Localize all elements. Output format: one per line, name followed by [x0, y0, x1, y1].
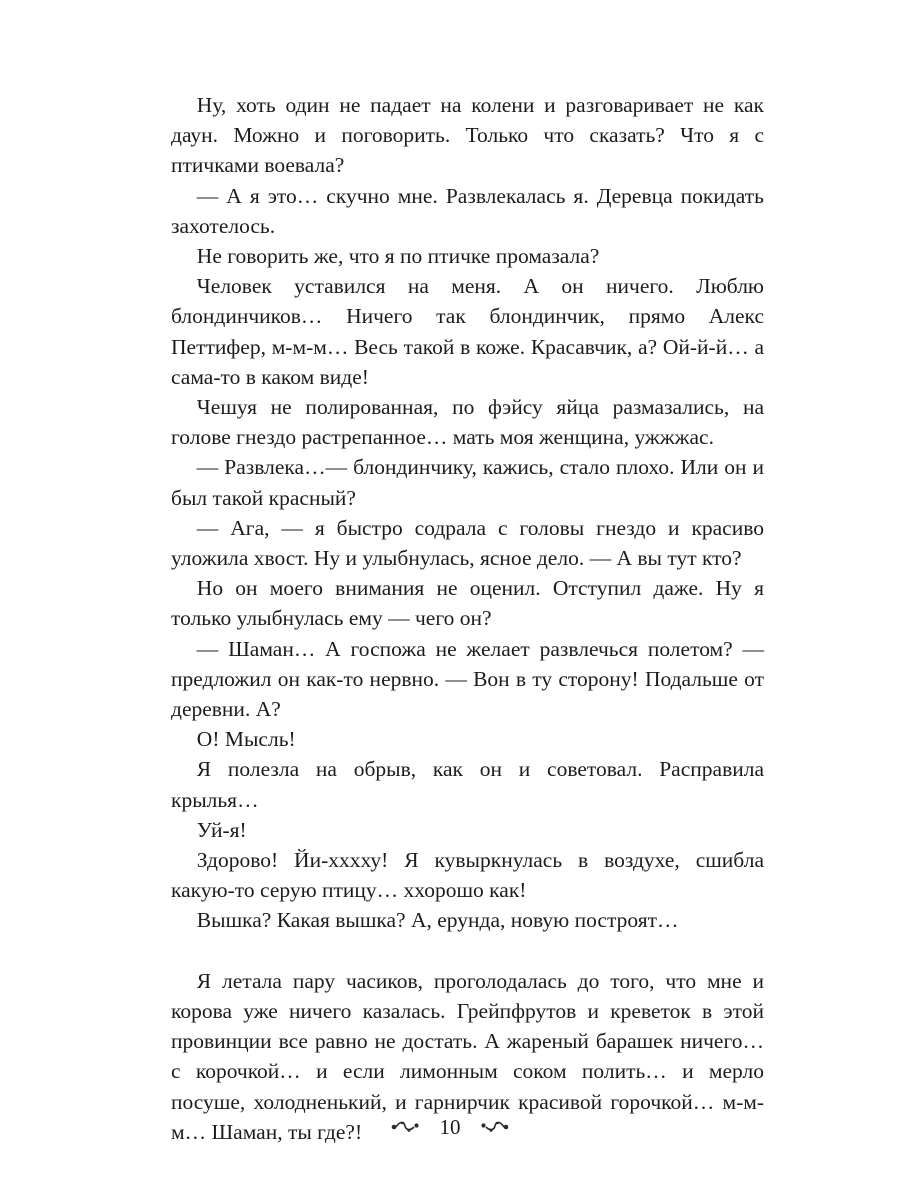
paragraph: — А я это… скучно мне. Развлекалась я. Деревца покидать захотелось.	[171, 183, 764, 238]
paragraph: Вышка? Какая вышка? А, ерунда, новую построят…	[196, 908, 679, 933]
body-text	[171, 90, 764, 1147]
paragraph: Но он моего внимания не оценил. Отступил даже. Ну я только улыбнулась ему — чего он?	[171, 576, 764, 631]
paragraph: Здорово! Йи-хххху! Я кувыркнулась в воздухе, сшибла какую-то серую птицу… ххорошо как!	[171, 848, 764, 903]
paragraph: — Шаман… А госпожа не желает развлечься полетом? — предложил он как-то нервно. — Вон в ту сторону! Подальше от деревни. А?	[171, 636, 764, 722]
paragraph: Ну, хоть один не падает на колени и разговаривает не как даун. Можно и поговорить. Только что сказать? Что я с птичками воевала?	[171, 93, 764, 178]
paragraph: Чешуя не полированная, по фэйсу яйца размазались, на голове гнездо растрепанное… мать моя женщина, ужжжас.	[171, 395, 764, 450]
page-number: 10	[439, 1115, 461, 1140]
paragraph: — Развлека…— блондинчику, кажись, стало плохо. Или он и был такой красный?	[171, 455, 764, 510]
floral-ornament-right-icon	[480, 1114, 510, 1140]
floral-ornament-left-icon	[390, 1114, 420, 1140]
paragraph: Человек уставился на меня. А он ничего. Люблю блондинчиков… Ничего так блондинчик, прямо Алекс Петтифер, м-м-м… Весь такой в коже. Красавчик, а? Ой-й-й… а сама-то в каком виде!	[171, 274, 764, 389]
paragraph: Я полезла на обрыв, как он и советовал. Расправила крылья…	[171, 757, 764, 812]
page-footer	[0, 1112, 900, 1140]
paragraph: Я летала пару часиков, проголодалась до того, что мне и корова уже ничего казалась. Грейпфрутов и креветок в этой провинции все равно не достать. А жареный барашек ничего… с корочкой… и если лимонным соком полить… и мерло посуше, холодненький, и гарнирчик красивой горочкой… м-м-м… Шаман, ты где?!	[171, 968, 764, 1144]
paragraph: О! Мысль!	[196, 727, 296, 752]
paragraph: Не говорить же, что я по птичке промазала?	[196, 244, 600, 269]
paragraph: Уй-я!	[196, 817, 247, 842]
paragraph: — Ага, — я быстро содрала с головы гнездо и красиво уложила хвост. Ну и улыбнулась, ясное дело. — А вы тут кто?	[171, 515, 764, 571]
